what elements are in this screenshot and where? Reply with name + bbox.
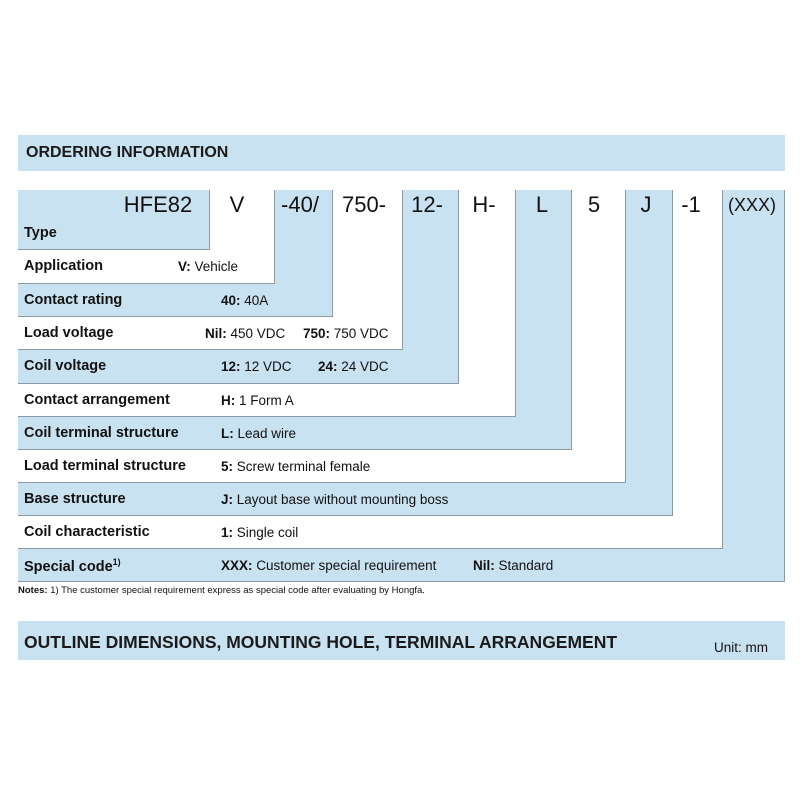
- row-column: [673, 190, 723, 516]
- notes-label: Notes:: [18, 585, 48, 596]
- row-column: [459, 190, 516, 384]
- row-option: [221, 426, 296, 441]
- code-segment: -1: [681, 192, 701, 217]
- code-segment: 12-: [411, 192, 443, 217]
- option-key: 1:: [221, 524, 234, 540]
- code-segment: 5: [587, 192, 601, 217]
- row-label: Coil voltage: [24, 358, 107, 374]
- ordering-info-header: [18, 135, 785, 171]
- code-segment: V: [229, 192, 245, 217]
- option-value: Layout base without mounting boss: [233, 491, 449, 507]
- row-option: [221, 558, 436, 573]
- code-segment: -40/: [281, 192, 319, 217]
- row-option: [221, 293, 268, 308]
- footnote-marker: 1): [112, 556, 121, 567]
- option-key: Nil:: [205, 325, 227, 341]
- code-segment: L: [535, 192, 549, 217]
- row-label: Coil terminal structure: [24, 424, 179, 441]
- option-key: 750:: [303, 325, 331, 341]
- row-column: [516, 190, 572, 417]
- option-value: 1 Form A: [235, 392, 294, 408]
- option-key: V:: [178, 259, 191, 274]
- option-key: 40:: [221, 292, 241, 308]
- row-option: [473, 558, 553, 573]
- row-option: [221, 459, 370, 474]
- row-label: Contact arrangement: [24, 391, 170, 408]
- option-key: Nil:: [473, 557, 495, 573]
- option-key: 5:: [221, 458, 234, 474]
- option-key: 12:: [221, 359, 241, 374]
- option-value: Customer special requirement: [252, 557, 437, 573]
- row-label: Contact rating: [24, 291, 123, 308]
- row-column: [572, 190, 626, 450]
- code-segment: J: [640, 192, 652, 217]
- row-label: Load terminal structure: [24, 457, 186, 474]
- unit-label: Unit: mm: [714, 640, 768, 655]
- row-option: [221, 492, 448, 507]
- option-key: H:: [221, 392, 236, 408]
- notes: [18, 585, 425, 596]
- option-value: 40A: [240, 292, 269, 308]
- row-option: [221, 393, 294, 408]
- option-value: 24 VDC: [337, 359, 389, 374]
- row-label: Coil characteristic: [24, 523, 150, 540]
- row-column: [723, 190, 785, 549]
- row-option: [178, 259, 238, 274]
- option-value: Single coil: [233, 524, 299, 540]
- row-option: [318, 359, 389, 374]
- option-key: J:: [221, 491, 234, 507]
- code-segment: HFE82: [123, 192, 193, 217]
- code-segment: 750-: [341, 192, 387, 217]
- outline-title: OUTLINE DIMENSIONS, MOUNTING HOLE, TERMINAL ARRANGEMENT: [24, 632, 618, 652]
- row-label: Base structure: [24, 490, 126, 507]
- option-value: Lead wire: [233, 425, 297, 441]
- ordering-info-title: ORDERING INFORMATION: [26, 144, 229, 161]
- option-key: L:: [221, 425, 234, 441]
- row-option: [221, 525, 298, 540]
- option-key: XXX:: [221, 557, 253, 573]
- option-value: Screw terminal female: [233, 458, 371, 474]
- code-segment: H-: [472, 192, 496, 217]
- row-label: Application: [24, 258, 103, 274]
- option-value: 450 VDC: [226, 325, 286, 341]
- option-value: Vehicle: [190, 259, 239, 274]
- option-value: Standard: [494, 557, 554, 573]
- outline-header: [18, 621, 785, 660]
- row-option: [303, 326, 389, 341]
- notes-text: 1) The customer special requirement express as special code after evaluating by Hongfa.: [50, 585, 425, 596]
- row-label: Load voltage: [24, 324, 114, 341]
- row-option: [221, 359, 292, 374]
- option-value: 750 VDC: [330, 325, 389, 341]
- row-option: [205, 326, 285, 341]
- row-column: [626, 190, 673, 483]
- row-label: Type: [24, 225, 57, 241]
- code-segment: (XXX): [727, 195, 776, 215]
- row-label: Special code$^{1)}$: [24, 556, 121, 575]
- option-value: 12 VDC: [240, 359, 292, 374]
- option-key: 24:: [318, 359, 338, 374]
